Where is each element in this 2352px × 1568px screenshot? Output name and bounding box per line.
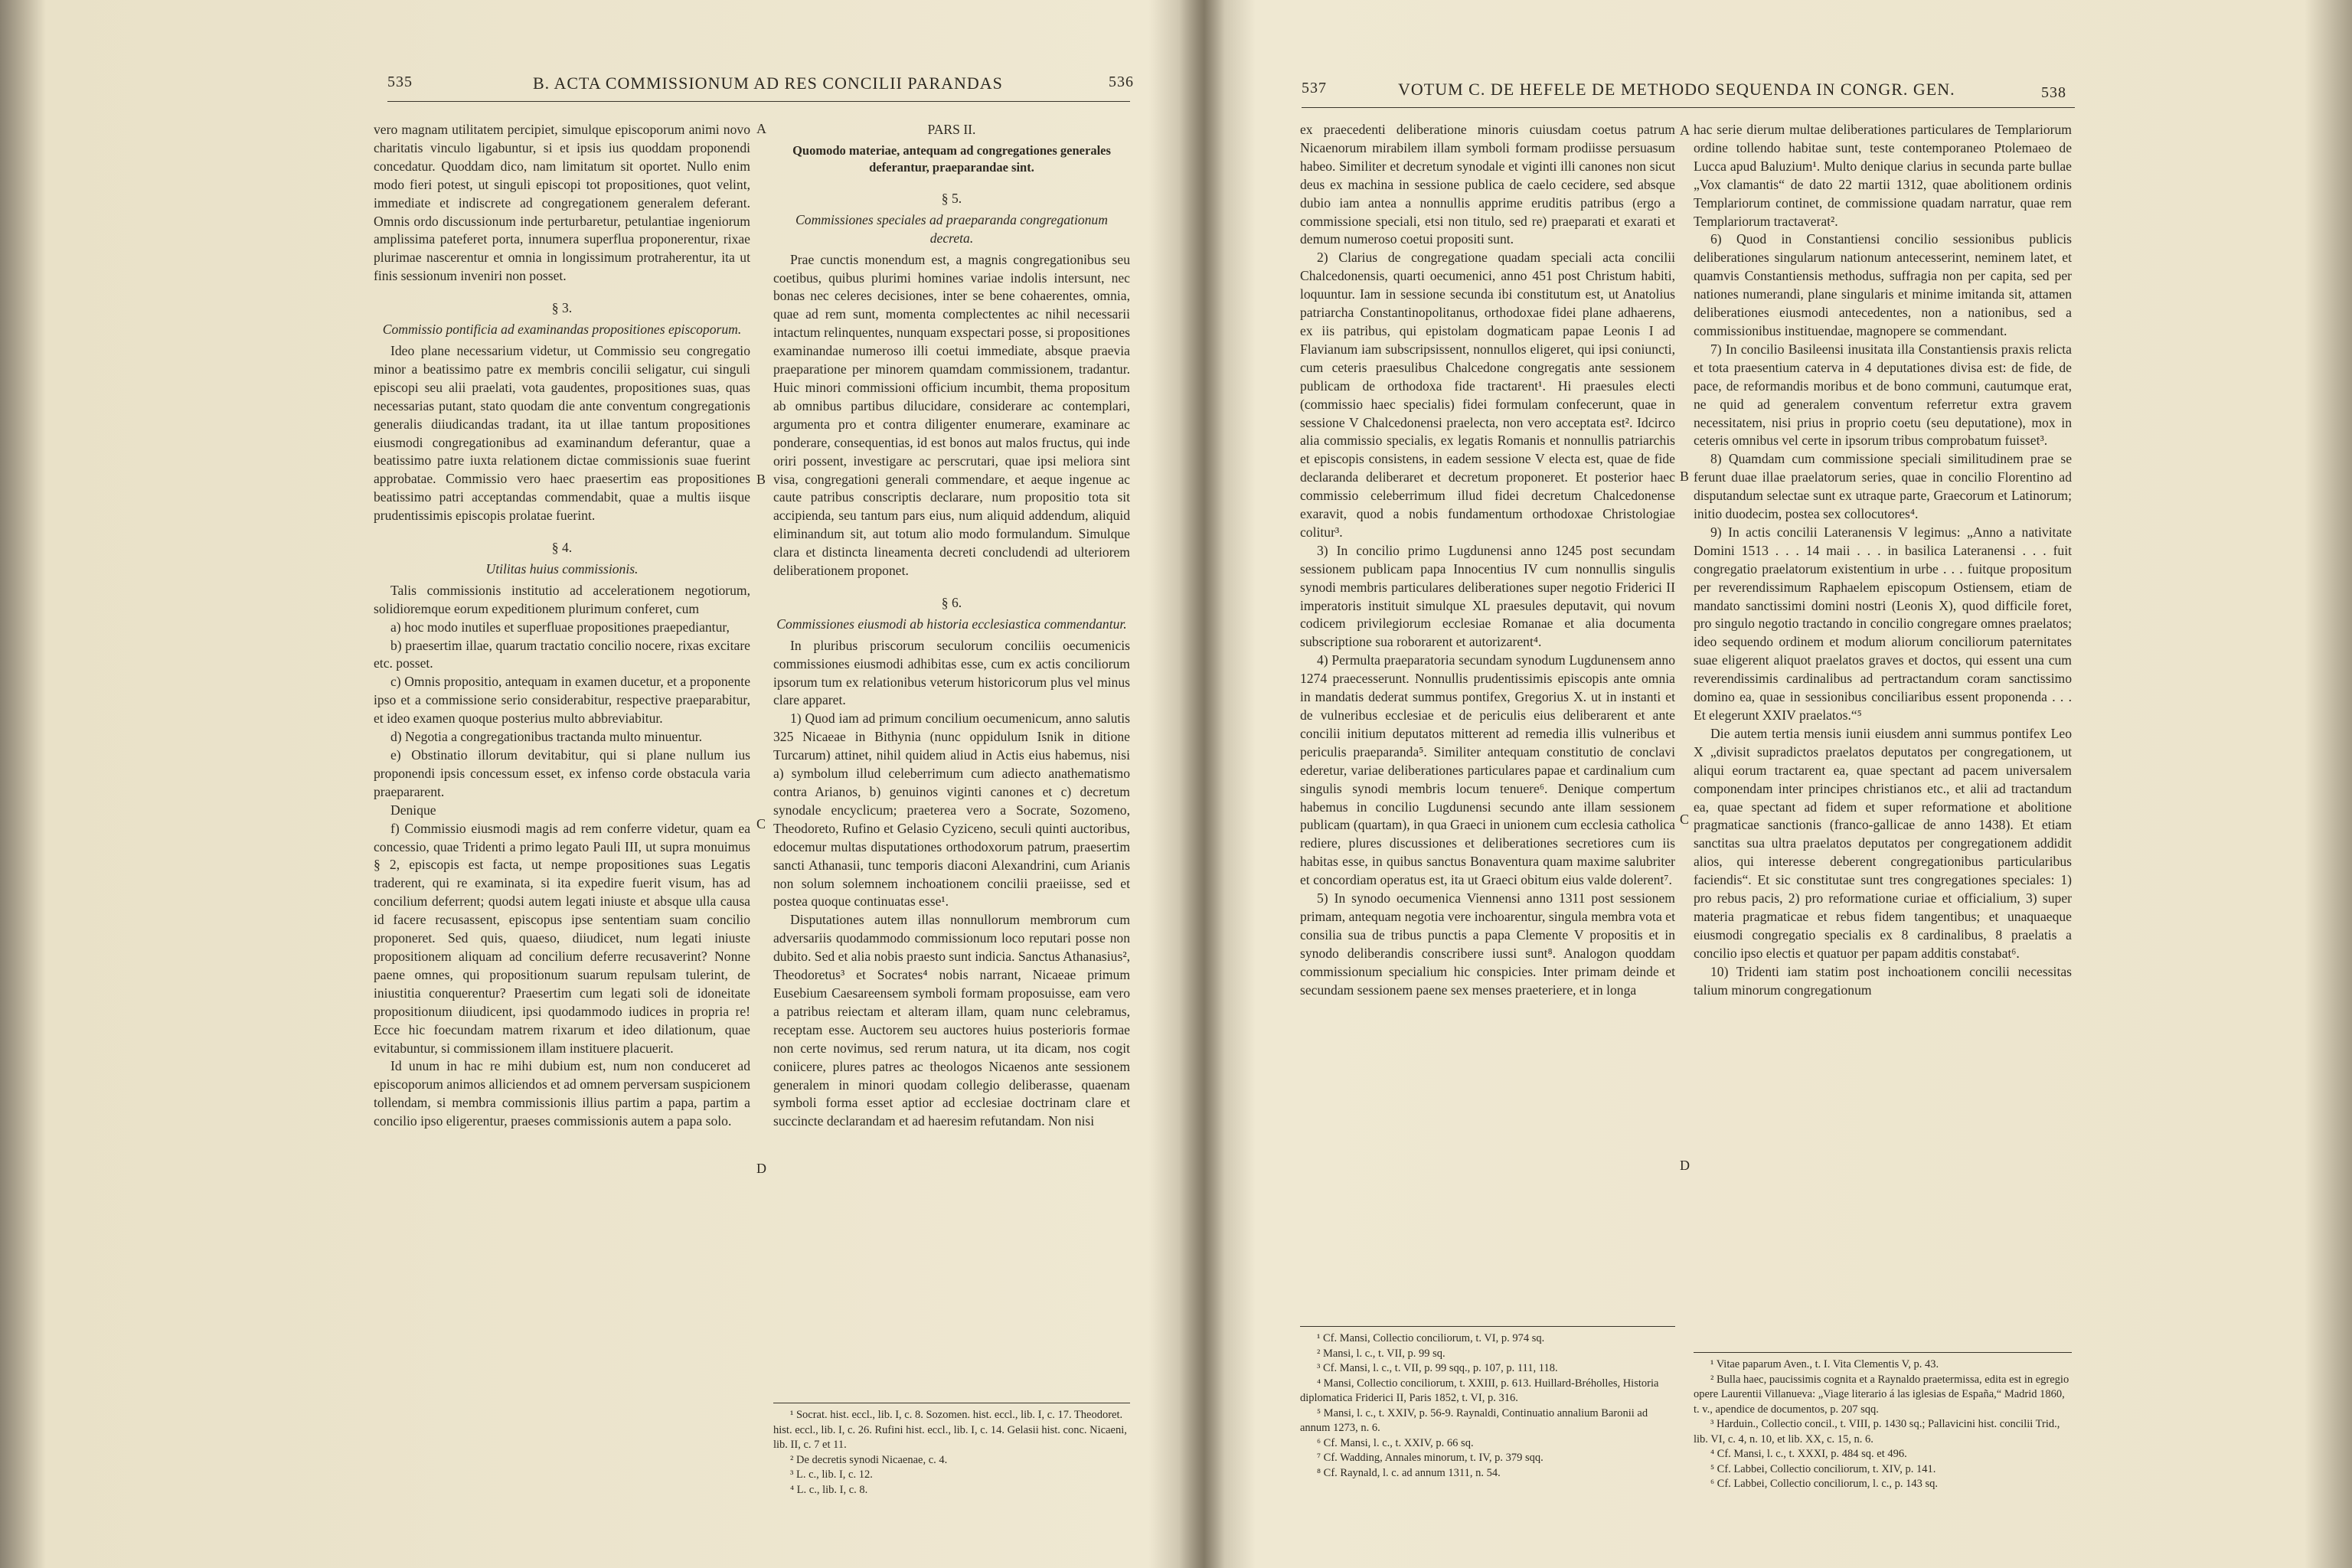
margin-letter: D — [1680, 1158, 1690, 1173]
footnote: ⁴ Mansi, Collectio conciliorum, t. XXIII, p. 613. Huillard-Bréholles, Historia diplomatica Friderici II, Paris 1852, t. VI, p. 316. — [1300, 1377, 1659, 1404]
paragraph: 10) Tridenti iam statim post inchoationem concilii necessitas talium minorum congregationum — [1694, 963, 2072, 998]
section-number: § 5. — [941, 190, 962, 206]
margin-letter: D — [756, 1161, 766, 1176]
page-number: 535 — [387, 74, 413, 90]
footnote: ⁴ Cf. Mansi, l. c., t. XXXI, p. 484 sq. et 496. — [1710, 1448, 1907, 1460]
footnote: ⁶ Cf. Mansi, l. c., t. XXIV, p. 66 sq. — [1317, 1436, 1474, 1449]
footnotes — [1300, 1326, 1675, 1481]
text-column — [773, 121, 1130, 1131]
footnote: ² Bulla haec, paucissimis cognita et a Raynaldo praetermissa, edita est in egregio opere Laurentii Villanueva: „Viage literario á las iglesias de España,“ Madrid 1860, t. v., apendice de documentos, p. 207 sqq. — [1694, 1373, 2069, 1416]
paragraph: 4) Permulta praeparatoria secundam synodum Lugdunensem anno 1274 praecesserunt. Nonnullis prudentissimis episcopis ante omnia in mandatis dederat summus pontifex, Gregorius X. ut in instanti et de vulneribus ecclesiae et de periculis eius deliberarent et ante concilii initium deputatos mitterent ad remedia illis vulneribus et periculis praeparanda⁵. Similiter antequam constitutio de conclavi ederetur, variae deliberationes particulares papae et cardinalium cum singulis synodi membris locum tenuere⁶. Denique compertum habemus in concilio Lugdunensi secundo ante illam sessionem publicam (quartam), in qua Graeci in unionem cum ecclesia catholica rediere, plures discussiones et deliberationes secretiores cum iis habitas esse, in quibus sanctus Bonaventura quam maxime salubriter et concordiam operatus est, ita ut Graeci obitum eius valde dolerent⁷. — [1300, 652, 1675, 888]
footnote: ² De decretis synodi Nicaenae, c. 4. — [790, 1453, 948, 1466]
paragraph: 2) Clarius de congregatione quadam speciali acta concilii Chalcedonensis, quarti oecumenici, anno 451 post Christum habiti, loquuntur. Iam in sessione secunda ibi constitutum est, ut Anatolius patriarcha Constantinopolitanus, orthodoxae fidei plane adhaerens, ex iis patribus, qui epistolam dogmaticam papae Leonis I ad Flavianum iam subscripsissent, nonnullos eligeret, qui ipsi coniuncti, cum ceteris praesulibus Chalcedone congregatis ante sessionem publicam de orthodoxa fide tractarent¹. Hi praesules electi (commissio haec specialis) fidei formulam confecerunt, quae in sessione V Chalcedonensi praelecta, non vero acceptata est². Idcirco alia commissio specialis, ex legatis Romanis et nonnullis patriarchis et episcopis consistens, in eadem sessione V electa est, quae de fide declaranda deliberaret et decretum proponeret. Et posterior haec commissio celeberrimum illud fidei decretum Chalcedonense exaravit, quod a nobis fundamentum orthodoxae Christologiae colitur³. — [1300, 250, 1675, 540]
list-item: a) hoc modo inutiles et superfluae propositiones praepediantur, — [390, 619, 730, 635]
paragraph: Denique — [390, 802, 436, 818]
paragraph: Talis commissionis institutio ad accelerationem negotiorum, solidioremque eorum expeditionem plurimum conferet, cum — [374, 582, 750, 616]
footnote: ³ Harduin., Collectio concil., t. VIII, p. 1430 sq.; Pallavicini hist. concilii Trid., lib. VI, c. 4, n. 10, et lib. XX, c. 15, n. 6. — [1694, 1418, 2060, 1446]
paragraph: hac serie dierum multae deliberationes particulares de Templariorum ordine tollendo habitae sunt, teste contemporaneo Ptolemaeo de Lucca apud Baluzium¹. Multo denique clarius in secunda parte bullae „Vox clamantis“ de dato 22 martii 1312, quae abolitionem ordinis Templariorum continet, de commissione quadam narratur, quae rem Templariorum tractaverat². — [1694, 122, 2072, 229]
list-item: d) Negotia a congregationibus tractanda multo minuentur. — [390, 729, 702, 745]
text-column — [1694, 121, 2072, 1000]
footnote: ¹ Socrat. hist. eccl., lib. I, c. 8. Sozomen. hist. eccl., lib. I, c. 17. Theodoret. hist. eccl., lib. I, c. 26. Rufini hist. eccl., lib. I, c. 14. Gelasii hist. conc. Nicaeni, lib. II, c. 7 et 11. — [773, 1409, 1127, 1451]
paragraph: 9) In actis concilii Lateranensis V legimus: „Anno a nativitate Domini 1513 . . . 14 maii . . . in basilica Lateranensi . . . fuit congregatio praelatorum existentium in urbe . . . fuitque propositum per reverendissimum Raphaelem episcopum Ostiensem, etiam de mandato sanctissimi domini nostri (Leonis X), quod difficile foret, pro singulo negotio tractando in concilio congregare omnes praelatos; ideo sequendo ordinem et modum aliorum conciliorum paternitates suae eligerent aliquot praelatos graves et doctos, qui essent una cum reverendissimis cardinalibus ad pertractandum coram sanctissimo domino ea, quae in sessionibus conciliaribus essent proponenda . . . Et elegerunt XXIV praelatos.“⁵ — [1694, 524, 2072, 723]
list-item: b) praesertim illae, quarum tractatio concilio nocere, rixas excitare etc. posset. — [374, 637, 750, 671]
page-number: 537 — [1302, 80, 1327, 96]
paragraph: ex praecedenti deliberatione minoris cuiusdam coetus patrum Nicaenorum mirabilem illam symboli formam prodiisse persuasum habeo. Similiter et decretum synodale et viginti illi canones non sicut deus ex machina in sessione publica de caelo cecidere, sed absque dubio iam antea a nonnullis apprime eruditis patribus (ergo a commissione speciali, etsi non titulo, sed re) praeparati et exarati et demum numeroso coetui propositi sunt. — [1300, 122, 1675, 247]
paragraph: Die autem tertia mensis iunii eiusdem anni summus pontifex Leo X „divisit supradictos praelatos deputatos per congregationem, ut aliqui eorum tractarent ea, quae spectant ad pacem universalem componendam inter principes christianos etc., et alii ad tractandum ea, quae spectant ad fidem et super reformatione et abolitione pragmaticae sanctionis (franco-gallicae de anno 1438). Et etiam sanctitas sua ultra praelatos deputatos per congregationem addidit alios, qui interesse deberent congregationibus particularibus faciendis“. Et sic constitutae sunt tres congregationes speciales: 1) pro rebus pacis, 2) pro reformatione curiae et officialium, 3) super materia pragmaticae et rebus fidem tangentibus; et unaquaeque eiusmodi congregatio specialis ex 8 cardinalibus, 8 praelatis a concilio ipso electis et quatuor per papam additis constabat⁶. — [1694, 725, 2072, 961]
paragraph: 5) In synodo oecumenica Viennensi anno 1311 post sessionem primam, antequam negotia vere inchoarentur, singula membra vota et consilia sua de tribus punctis a papa Clemente V propositis et in synodo deliberandis conscribere iussi sunt⁸. Analogon quoddam commissionum specialium hic conspicies. Inter primam deinde et secundam sessionem paene sex menses praeteriere, et in longa — [1300, 890, 1675, 998]
section-number: § 3. — [551, 300, 573, 316]
section-number: § 6. — [941, 594, 962, 610]
part-title: Quomodo materiae, antequam ad congregationes generales deferantur, praeparandae sint. — [792, 142, 1111, 175]
margin-letter: A — [756, 121, 766, 136]
text-column — [1300, 121, 1675, 1000]
footnotes — [1694, 1352, 2072, 1492]
margin-letter: B — [756, 472, 766, 487]
footnote: ³ L. c., lib. I, c. 12. — [790, 1468, 873, 1481]
margin-letter: C — [1680, 812, 1690, 827]
header-rule — [1302, 107, 2075, 108]
list-item: e) Obstinatio illorum devitabitur, qui si plane nullum ius proponendi ipsis concessum esset, ex infenso corde obstacula varia praepararent. — [374, 747, 750, 799]
section-title: Utilitas huius commissionis. — [485, 560, 639, 577]
footnote: ⁷ Cf. Wadding, Annales minorum, t. IV, p. 379 sqq. — [1317, 1452, 1544, 1464]
running-title: VOTUM C. DE HEFELE DE METHODO SEQUENDA IN CONGR. GEN. — [1398, 80, 1955, 99]
footnote: ⁵ Mansi, l. c., t. XXIV, p. 56-9. Raynaldi, Continuatio annalium Baronii ad annum 1273, n. 6. — [1300, 1406, 1648, 1434]
header-rule — [387, 101, 1130, 102]
footnote: ⁶ Cf. Labbei, Collectio conciliorum, l. c., p. 143 sq. — [1710, 1478, 1939, 1490]
paragraph: 8) Quamdam cum commissione speciali similitudinem prae se ferunt duae illae praelatorum series, quae in concilio Florentino ad disputandum selectae sunt ex utraque parte, Graecorum et Latinorum; initio duodecim, postea sex collocutores⁴. — [1694, 451, 2072, 522]
enumerated-list — [374, 619, 750, 802]
margin-letter: A — [1680, 122, 1690, 138]
page-number: 538 — [2041, 84, 2066, 101]
footnote: ³ Cf. Mansi, l. c., t. VII, p. 99 sqq., p. 107, p. 111, 118. — [1317, 1362, 1558, 1374]
paragraph: f) Commissio eiusmodi magis ad rem conferre videtur, quam ea concessio, quae Tridenti a primo legato Pauli III, ut supra monuimus § 2, episcopis est facta, ut nempe propositiones suas Legatis traderent, qui re examinata, si ita expedire fuerit visum, has ad concilium deferrent; quodsi autem legati iniuste et absque ulla causa id facere recusassent, episcopus ipse sententiam suam concilio proponeret. Sed quis, quaeso, diiudicet, num legati iniuste propositionem aliquam ad concilium deferre recusaverint? Nonne paene omnes, qui propositionum suarum repulsam tulerint, de iniustitia conquerentur? Praesertim cum legati soli de idoneitate propositionum diiudicent, ipsi quodammodo iudices in propria re! Ecce hic foecundam matrem rixarum et ideo dilationum, quae evitabuntur, si commissionem illam instituere placuerit. — [374, 820, 750, 1056]
list-item: c) Omnis propositio, antequam in examen ducetur, et a proponente ipso et a commissione serio considerabitur, respective praeparabitur, et ideo examen quoque posterius multo abbreviabitur. — [374, 674, 750, 727]
part-heading: PARS II. — [927, 122, 976, 137]
margin-letter: C — [756, 816, 766, 831]
page-number: 536 — [1109, 74, 1134, 90]
section-title: Commissio pontificia ad examinandas propositiones episcoporum. — [382, 322, 742, 338]
running-head — [387, 74, 1134, 104]
paragraph: Prae cunctis monendum est, a magnis congregationibus seu coetibus, quibus plurimi homines variae indolis intersunt, nec bonas nec celeres decisiones, inter se bene cohaerentes, omnia, quae ad rem sunt, momenta complectentes ac nihil necessarii intactum relinquentes, nunquam exspectari posse, si propositiones examinandae numeroso illi coetui immediate, absque praevia praeparatione per minorem quamdam commissionem, tradantur. Huic minori commissioni officium incumbit, thema propositum ab omnibus partibus dilucidare, considerare ac contemplari, argumenta pro et contra diligenter enumerare, examinare ac ponderare, consequentias, id est bonos aut malos fructus, qui inde oriri possent, investigare ac perscrutari, quae ipsi meliora sint visa, congregationi generali commendare, et aeque ingenue ac caute patribus conscriptis declarare, num propositio tota sit accipienda, seu tantum pars eius, num aliquid addendum, aliquid eliminandum sit, aut totum alio modo formulandum. Simulque clara et distincta lineamenta decreti concludendi ad ulteriorem deliberationem proponet. — [773, 251, 1130, 579]
footnote: ¹ Cf. Mansi, Collectio conciliorum, t. VI, p. 974 sq. — [1317, 1332, 1545, 1344]
paragraph: Id unum in hac re mihi dubium est, num non conduceret ad episcoporum animos alliciendos et ad omnem perversam suspicionem tollendam, si membra commissionis illius partim a papa, partim a concilio ipso eligerentur, praeses commissionis autem a papa solo. — [374, 1058, 751, 1129]
section-title: Commissiones eiusmodi ab historia ecclesiastica commendantur. — [776, 616, 1127, 632]
text-column — [374, 121, 750, 1131]
paragraph: 7) In concilio Basileensi inusitata illa Constantiensis praxis relicta et tota praesentium caterva in 4 deputationes divisa est: de fide, de pace, de reformandis moribus et de bono communi, cautumque erat, ne quid ad generalem conventum referretur extra gravem necessitatem, nisi prius in proprio coetu (seu deputatione), mox in ceteris omnibus vel certe in ipsorum tribus comprobatum fuisset³. — [1694, 341, 2072, 449]
paragraph: 1) Quod iam ad primum concilium oecumenicum, anno salutis 325 Nicaeae in Bithynia (nunc oppidulum Isnik in ditione Turcarum) attinet, nihil quidem aliud in Actis eius habemus, nisi a) symbolum illud celeberrimum cum adiecto anathematismo contra Arianos, b) genuinos viginti canones et c) decretum synodale encyclicum; praeterea vero a Socrate, Sozomeno, Theodoreto, Rufino et Gelasio Cyziceno, seculi quinti auctoribus, edocemur multas disputationes orthodoxorum patrum, praesertim sancti Athanasii, tunc temporis diaconi Alexandrini, cum Arianis non solum solemnem inchoationem concilii praeiisse, sed et postea quoque continuatas esse¹. — [773, 710, 1130, 910]
running-head — [1302, 80, 2075, 110]
footnote: ⁸ Cf. Raynald, l. c. ad annum 1311, n. 54. — [1317, 1466, 1501, 1479]
paragraph: vero magnam utilitatem percipiet, simulque episcoporum animi novo charitatis vinculo ligabuntur, si et ipsis ius quoddam proponendi concedatur. Quoddam dico, nam limitatum sit oportet. Nullo enim modo fieri potest, ut singuli episcopi tot propositiones, quot velint, immediate et indiscrete ad congregationem generalem deferant. Omnis ordo discussionum inde perturbaretur, petulantiae ingeniorum amplissima pateferet porta, innumera superflua proponerentur, rixae plurimae nascerentur et omnia in longissimum protraherentur, ita ut finis sessionum inveniri non posset. — [374, 122, 750, 284]
margin-letter: B — [1680, 469, 1690, 484]
paragraph: Disputationes autem illas nonnullorum membrorum cum adversariis quodammodo commissionum loco reputari posse non dubito. Sed et alia nobis praesto sunt indicia. Sanctus Athanasius², Theodoretus³ et Socrates⁴ nobis narrant, Nicaeae primum Eusebium Caesareensem symboli formam proposuisse, eam vero a patribus reiectam et alteram illam, quam nunc celebramus, receptam esse. Auctorem seu auctores huius posterioris formae non certe novimus, sed rerum natura, ut ita dicam, nos cogit coniicere, plures patres ac theologos Nicaenos ante sessionem generalem in minori quodam collegio deliberasse, quaenam symboli forma esset aptior ad ecclesiae doctrinam clare et succincte declarandam et ad haeresim refutandam. Non nisi — [773, 912, 1130, 1129]
section-number: § 4. — [551, 540, 573, 556]
paragraph: 6) Quod in Constantiensi concilio sessionibus publicis deliberationes singularum nationum antecesserint, neminem latet, et quamvis Constantiensis methodus, suffragia non per capita, sed per nationes numerandi, plane singularis et minime imitanda sit, attamen deliberationes eiusmodi antecedentes, non a nationibus, sed a commissionibus instituendae, magnopere se commendant. — [1694, 231, 2072, 338]
paragraph: 3) In concilio primo Lugdunensi anno 1245 post secundam sessionem publicam papa Innocentius IV cum nonnullis singulis synodi membris particulares deliberationes super negotio Friderici II imperatoris instituit simulque XL praesules deputavit, qui novum codicem privilegiorum ecclesiae Romanae et alia documenta subscriptione sua roborarent et autorizarent⁴. — [1300, 542, 1675, 650]
paragraph: Ideo plane necessarium videtur, ut Commissio seu congregatio minor a beatissimo patre ex membris concilii seligatur, cui singuli episcopi seu alii praelati, vota gaudentes, propositiones suas, quas necessarias putant, stato quodam die ante conventum congregationis generalis diiudicandas tradant, ita ut illae tantum propositiones eiusmodi congregationibus ad examinandum deferantur, quae a beatissimo patre iuxta relationem dictae commissionis suae fuerint approbatae. Commissio vero haec praesertim eas propositiones beatissimo patri acceptandas commendabit, quae a multis iisque prudentissimis episcopis prolatae fuerint. — [374, 342, 750, 524]
footnote: ⁴ L. c., lib. I, c. 8. — [790, 1483, 868, 1496]
right-page — [1202, 0, 2352, 1568]
footnote: ¹ Vitae paparum Aven., t. I. Vita Clementis V, p. 43. — [1710, 1358, 1939, 1370]
footnote: ⁵ Cf. Labbei, Collectio conciliorum, t. XIV, p. 141. — [1710, 1462, 1936, 1475]
footnote: ² Mansi, l. c., t. VII, p. 99 sq. — [1317, 1347, 1446, 1360]
running-title: B. ACTA COMMISSIONUM AD RES CONCILII PARANDAS — [533, 74, 1003, 93]
paragraph: In pluribus priscorum seculorum conciliis oecumenicis commissiones eiusmodi adhibitas esse, cum ex actis conciliorum ipsorum tum ex relationibus veterum historicorum plus vel minus clare apparet. — [773, 637, 1130, 708]
section-title: Commissiones speciales ad praeparanda congregationum decreta. — [795, 211, 1108, 246]
footnotes — [773, 1403, 1130, 1498]
